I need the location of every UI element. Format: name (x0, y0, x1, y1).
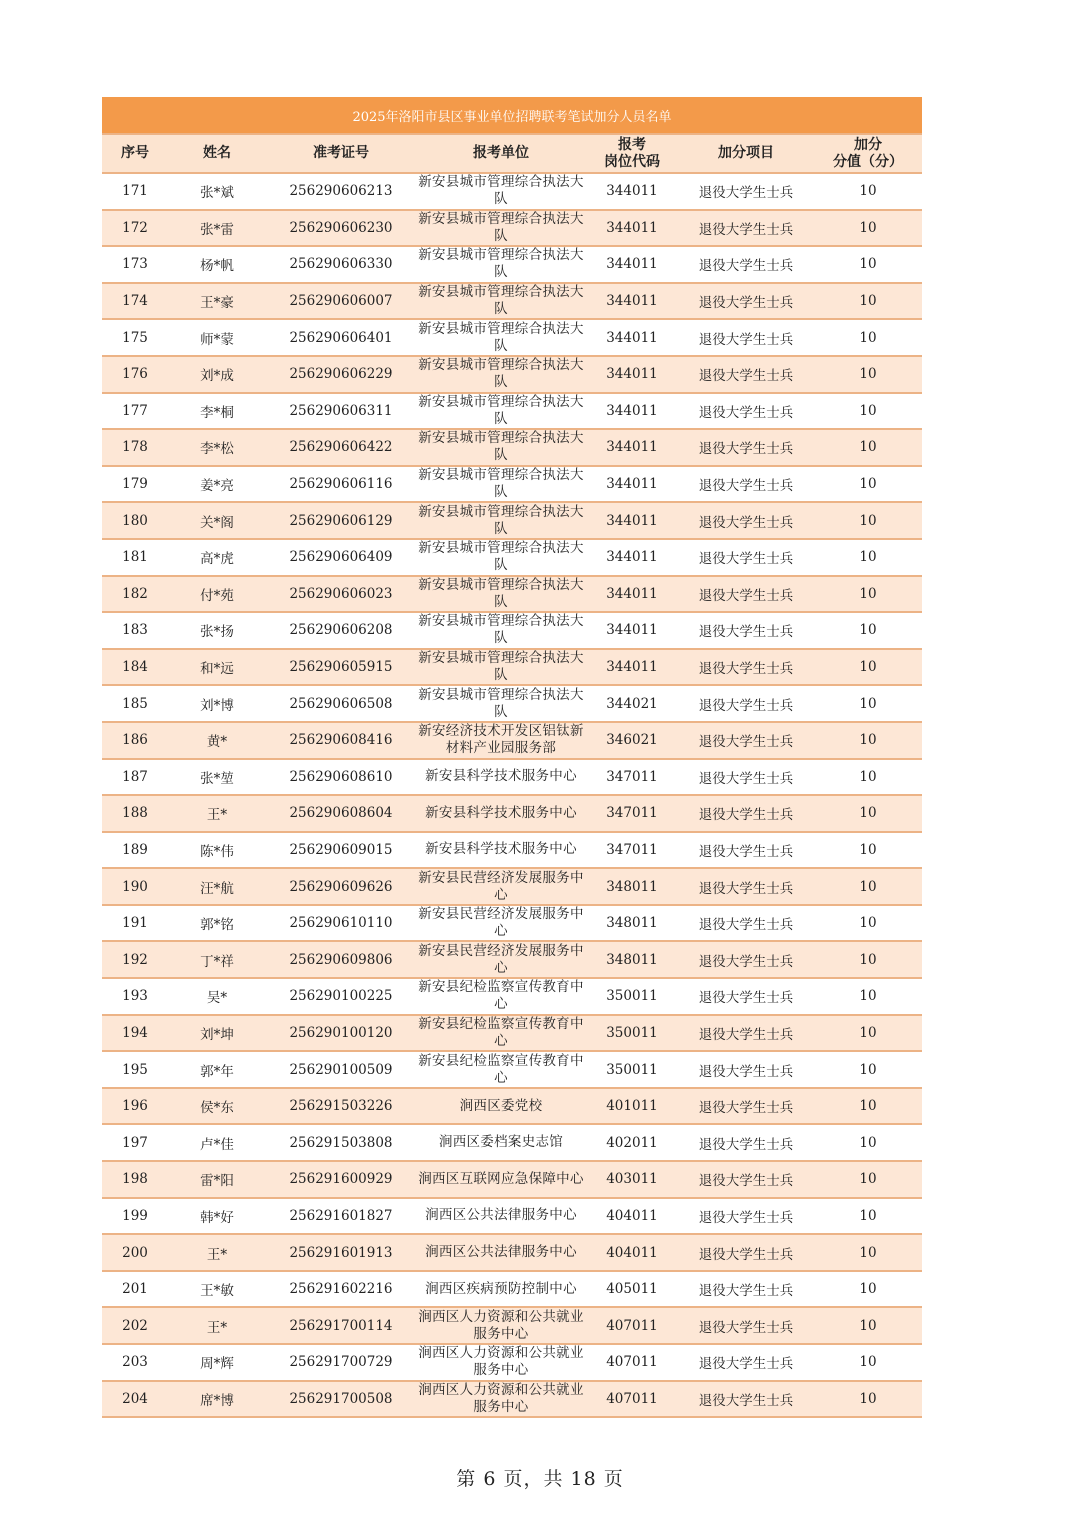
cell-name: 和*远 (168, 649, 266, 686)
cell-ticket-no: 256290608604 (266, 795, 416, 832)
cell-bonus-item: 退役大学生士兵 (678, 795, 814, 832)
cell-unit: 新安县城市管理综合执法大队 (416, 393, 586, 430)
cell-seq: 190 (102, 868, 168, 905)
cell-bonus-item: 退役大学生士兵 (678, 941, 814, 978)
cell-bonus-points: 10 (814, 649, 922, 686)
cell-bonus-item: 退役大学生士兵 (678, 1015, 814, 1052)
cell-name: 关*阁 (168, 502, 266, 539)
table-row (102, 319, 922, 356)
table-row (102, 429, 922, 466)
cell-seq: 182 (102, 576, 168, 613)
table-row (102, 722, 922, 759)
cell-post-code: 405011 (586, 1271, 678, 1308)
cell-seq: 202 (102, 1307, 168, 1344)
cell-seq: 188 (102, 795, 168, 832)
cell-unit: 新安县纪检监察宣传教育中心 (416, 978, 586, 1015)
cell-ticket-no: 256290606311 (266, 393, 416, 430)
cell-unit: 新安县民营经济发展服务中心 (416, 868, 586, 905)
cell-bonus-points: 10 (814, 722, 922, 759)
cell-bonus-points: 10 (814, 905, 922, 942)
cell-ticket-no: 256291602216 (266, 1271, 416, 1308)
cell-post-code: 347011 (586, 795, 678, 832)
cell-name: 卢*佳 (168, 1124, 266, 1161)
cell-unit: 新安县城市管理综合执法大队 (416, 649, 586, 686)
cell-unit: 新安县城市管理综合执法大队 (416, 210, 586, 247)
cell-seq: 201 (102, 1271, 168, 1308)
cell-bonus-points: 10 (814, 539, 922, 576)
cell-post-code: 350011 (586, 1051, 678, 1088)
cell-seq: 203 (102, 1344, 168, 1381)
cell-post-code: 347011 (586, 759, 678, 796)
cell-ticket-no: 256291601827 (266, 1198, 416, 1235)
cell-unit: 新安县城市管理综合执法大队 (416, 539, 586, 576)
cell-bonus-item: 退役大学生士兵 (678, 393, 814, 430)
cell-bonus-points: 10 (814, 393, 922, 430)
cell-ticket-no: 256290610110 (266, 905, 416, 942)
table-row (102, 612, 922, 649)
cell-seq: 176 (102, 356, 168, 393)
cell-bonus-points: 10 (814, 612, 922, 649)
cell-name: 师*蒙 (168, 319, 266, 356)
cell-bonus-item: 退役大学生士兵 (678, 1344, 814, 1381)
cell-bonus-item: 退役大学生士兵 (678, 429, 814, 466)
cell-bonus-points: 10 (814, 1161, 922, 1198)
cell-seq: 204 (102, 1381, 168, 1418)
table-row (102, 466, 922, 503)
table-title-row (102, 97, 922, 134)
cell-ticket-no: 256290606330 (266, 246, 416, 283)
page-number: 第 6 页，共 18 页 (456, 1468, 624, 1490)
cell-bonus-item: 退役大学生士兵 (678, 759, 814, 796)
cell-unit: 涧西区疾病预防控制中心 (416, 1271, 586, 1308)
cell-bonus-item: 退役大学生士兵 (678, 466, 814, 503)
cell-name: 张*斌 (168, 173, 266, 210)
cell-ticket-no: 256290100120 (266, 1015, 416, 1052)
table-row (102, 1088, 922, 1125)
cell-name: 黄* (168, 722, 266, 759)
cell-ticket-no: 256291700114 (266, 1307, 416, 1344)
cell-ticket-no: 256290606230 (266, 210, 416, 247)
cell-unit: 新安县科学技术服务中心 (416, 795, 586, 832)
cell-name: 汪*航 (168, 868, 266, 905)
cell-ticket-no: 256290606422 (266, 429, 416, 466)
cell-post-code: 404011 (586, 1198, 678, 1235)
applicant-table (102, 97, 922, 1418)
table-row (102, 759, 922, 796)
cell-name: 郭*铭 (168, 905, 266, 942)
cell-unit: 新安县城市管理综合执法大队 (416, 319, 586, 356)
cell-ticket-no: 256290609626 (266, 868, 416, 905)
cell-seq: 193 (102, 978, 168, 1015)
cell-seq: 191 (102, 905, 168, 942)
cell-seq: 198 (102, 1161, 168, 1198)
cell-bonus-item: 退役大学生士兵 (678, 539, 814, 576)
cell-bonus-points: 10 (814, 502, 922, 539)
cell-post-code: 344011 (586, 356, 678, 393)
cell-post-code: 344011 (586, 612, 678, 649)
cell-bonus-points: 10 (814, 978, 922, 1015)
cell-name: 韩*好 (168, 1198, 266, 1235)
table-row (102, 1344, 922, 1381)
cell-bonus-points: 10 (814, 941, 922, 978)
cell-unit: 涧西区互联网应急保障中心 (416, 1161, 586, 1198)
cell-bonus-points: 10 (814, 832, 922, 869)
table-row (102, 1307, 922, 1344)
cell-unit: 新安县城市管理综合执法大队 (416, 246, 586, 283)
cell-seq: 195 (102, 1051, 168, 1088)
cell-bonus-item: 退役大学生士兵 (678, 978, 814, 1015)
cell-unit: 新安县城市管理综合执法大队 (416, 685, 586, 722)
cell-bonus-item: 退役大学生士兵 (678, 685, 814, 722)
cell-name: 丁*祥 (168, 941, 266, 978)
cell-ticket-no: 256291503226 (266, 1088, 416, 1125)
header-unit: 报考单位 (416, 134, 586, 173)
cell-unit: 涧西区公共法律服务中心 (416, 1234, 586, 1271)
cell-name: 席*博 (168, 1381, 266, 1418)
table-row (102, 941, 922, 978)
cell-ticket-no: 256291600929 (266, 1161, 416, 1198)
cell-seq: 178 (102, 429, 168, 466)
cell-bonus-item: 退役大学生士兵 (678, 1124, 814, 1161)
cell-bonus-points: 10 (814, 246, 922, 283)
cell-unit: 涧西区委党校 (416, 1088, 586, 1125)
cell-name: 李*松 (168, 429, 266, 466)
cell-seq: 199 (102, 1198, 168, 1235)
cell-seq: 192 (102, 941, 168, 978)
cell-post-code: 344011 (586, 319, 678, 356)
cell-ticket-no: 256290606007 (266, 283, 416, 320)
cell-seq: 179 (102, 466, 168, 503)
cell-unit: 新安县城市管理综合执法大队 (416, 356, 586, 393)
cell-bonus-points: 10 (814, 1307, 922, 1344)
table-row (102, 210, 922, 247)
cell-ticket-no: 256290606213 (266, 173, 416, 210)
cell-bonus-item: 退役大学生士兵 (678, 722, 814, 759)
cell-ticket-no: 256291601913 (266, 1234, 416, 1271)
cell-seq: 197 (102, 1124, 168, 1161)
cell-post-code: 350011 (586, 1015, 678, 1052)
table-row (102, 246, 922, 283)
header-seq: 序号 (102, 134, 168, 173)
table-row (102, 868, 922, 905)
cell-post-code: 348011 (586, 941, 678, 978)
cell-unit: 新安县城市管理综合执法大队 (416, 576, 586, 613)
table-row (102, 173, 922, 210)
cell-bonus-points: 10 (814, 356, 922, 393)
cell-bonus-points: 10 (814, 1015, 922, 1052)
header-bonus-item: 加分项目 (678, 134, 814, 173)
cell-ticket-no: 256290100225 (266, 978, 416, 1015)
cell-bonus-item: 退役大学生士兵 (678, 612, 814, 649)
cell-post-code: 344011 (586, 283, 678, 320)
header-name: 姓名 (168, 134, 266, 173)
cell-name: 郭*年 (168, 1051, 266, 1088)
cell-unit: 新安县城市管理综合执法大队 (416, 612, 586, 649)
cell-bonus-item: 退役大学生士兵 (678, 246, 814, 283)
cell-name: 王* (168, 1234, 266, 1271)
cell-seq: 186 (102, 722, 168, 759)
cell-post-code: 404011 (586, 1234, 678, 1271)
cell-ticket-no: 256290606023 (266, 576, 416, 613)
cell-post-code: 407011 (586, 1307, 678, 1344)
cell-bonus-item: 退役大学生士兵 (678, 576, 814, 613)
cell-bonus-item: 退役大学生士兵 (678, 832, 814, 869)
cell-bonus-item: 退役大学生士兵 (678, 1161, 814, 1198)
cell-post-code: 407011 (586, 1344, 678, 1381)
cell-name: 王* (168, 1307, 266, 1344)
table-row (102, 832, 922, 869)
cell-name: 杨*帆 (168, 246, 266, 283)
table-row (102, 283, 922, 320)
table-row (102, 1234, 922, 1271)
table-row (102, 502, 922, 539)
table-row (102, 905, 922, 942)
cell-post-code: 344011 (586, 576, 678, 613)
cell-post-code: 344011 (586, 539, 678, 576)
cell-name: 吴* (168, 978, 266, 1015)
table-row (102, 1271, 922, 1308)
cell-post-code: 344011 (586, 173, 678, 210)
cell-bonus-points: 10 (814, 576, 922, 613)
cell-ticket-no: 256290606409 (266, 539, 416, 576)
cell-unit: 新安经济技术开发区铝钛新材料产业园服务部 (416, 722, 586, 759)
table-row (102, 978, 922, 1015)
cell-seq: 200 (102, 1234, 168, 1271)
cell-name: 高*虎 (168, 539, 266, 576)
cell-seq: 175 (102, 319, 168, 356)
cell-ticket-no: 256290606208 (266, 612, 416, 649)
header-ticket-no: 准考证号 (266, 134, 416, 173)
cell-unit: 新安县科学技术服务中心 (416, 832, 586, 869)
cell-ticket-no: 256290609015 (266, 832, 416, 869)
cell-seq: 177 (102, 393, 168, 430)
cell-ticket-no: 256290606116 (266, 466, 416, 503)
cell-ticket-no: 256290606401 (266, 319, 416, 356)
cell-bonus-points: 10 (814, 1124, 922, 1161)
table-row (102, 539, 922, 576)
cell-seq: 171 (102, 173, 168, 210)
cell-seq: 172 (102, 210, 168, 247)
cell-post-code: 344011 (586, 649, 678, 686)
cell-name: 刘*坤 (168, 1015, 266, 1052)
cell-ticket-no: 256290606129 (266, 502, 416, 539)
cell-post-code: 407011 (586, 1381, 678, 1418)
cell-name: 侯*东 (168, 1088, 266, 1125)
cell-seq: 180 (102, 502, 168, 539)
table-row (102, 1161, 922, 1198)
cell-bonus-points: 10 (814, 868, 922, 905)
cell-bonus-item: 退役大学生士兵 (678, 868, 814, 905)
cell-ticket-no: 256291700508 (266, 1381, 416, 1418)
table-row (102, 1198, 922, 1235)
cell-post-code: 350011 (586, 978, 678, 1015)
cell-bonus-points: 10 (814, 319, 922, 356)
cell-bonus-points: 10 (814, 1088, 922, 1125)
cell-seq: 185 (102, 685, 168, 722)
cell-seq: 174 (102, 283, 168, 320)
cell-bonus-points: 10 (814, 210, 922, 247)
cell-bonus-item: 退役大学生士兵 (678, 283, 814, 320)
table-row (102, 393, 922, 430)
table-row (102, 1124, 922, 1161)
cell-unit: 涧西区人力资源和公共就业服务中心 (416, 1344, 586, 1381)
table-row (102, 1015, 922, 1052)
cell-name: 张*堃 (168, 759, 266, 796)
cell-post-code: 348011 (586, 905, 678, 942)
cell-bonus-item: 退役大学生士兵 (678, 905, 814, 942)
cell-name: 王* (168, 795, 266, 832)
cell-bonus-item: 退役大学生士兵 (678, 1234, 814, 1271)
cell-ticket-no: 256290100509 (266, 1051, 416, 1088)
cell-post-code: 401011 (586, 1088, 678, 1125)
cell-name: 刘*博 (168, 685, 266, 722)
cell-seq: 173 (102, 246, 168, 283)
cell-bonus-points: 10 (814, 759, 922, 796)
cell-ticket-no: 256291503808 (266, 1124, 416, 1161)
cell-post-code: 347011 (586, 832, 678, 869)
cell-unit: 新安县民营经济发展服务中心 (416, 905, 586, 942)
cell-ticket-no: 256290606508 (266, 685, 416, 722)
cell-name: 付*苑 (168, 576, 266, 613)
cell-bonus-item: 退役大学生士兵 (678, 173, 814, 210)
cell-post-code: 344011 (586, 466, 678, 503)
cell-bonus-points: 10 (814, 283, 922, 320)
cell-ticket-no: 256290605915 (266, 649, 416, 686)
cell-seq: 194 (102, 1015, 168, 1052)
table-row (102, 576, 922, 613)
cell-bonus-points: 10 (814, 1381, 922, 1418)
cell-unit: 新安县纪检监察宣传教育中心 (416, 1015, 586, 1052)
cell-unit: 新安县城市管理综合执法大队 (416, 466, 586, 503)
cell-bonus-item: 退役大学生士兵 (678, 1307, 814, 1344)
cell-bonus-item: 退役大学生士兵 (678, 649, 814, 686)
cell-post-code: 344011 (586, 210, 678, 247)
cell-name: 王*豪 (168, 283, 266, 320)
cell-unit: 涧西区人力资源和公共就业服务中心 (416, 1381, 586, 1418)
table-row (102, 795, 922, 832)
cell-name: 张*雷 (168, 210, 266, 247)
cell-bonus-points: 10 (814, 429, 922, 466)
cell-unit: 涧西区公共法律服务中心 (416, 1198, 586, 1235)
cell-bonus-points: 10 (814, 466, 922, 503)
cell-ticket-no: 256291700729 (266, 1344, 416, 1381)
table-row (102, 685, 922, 722)
cell-post-code: 344011 (586, 246, 678, 283)
cell-bonus-item: 退役大学生士兵 (678, 1051, 814, 1088)
cell-name: 王*敏 (168, 1271, 266, 1308)
cell-seq: 196 (102, 1088, 168, 1125)
cell-ticket-no: 256290609806 (266, 941, 416, 978)
cell-unit: 新安县城市管理综合执法大队 (416, 173, 586, 210)
header-post-code: 报考 岗位代码 (586, 134, 678, 173)
cell-post-code: 348011 (586, 868, 678, 905)
cell-name: 张*扬 (168, 612, 266, 649)
cell-seq: 181 (102, 539, 168, 576)
cell-bonus-item: 退役大学生士兵 (678, 1271, 814, 1308)
table-title: 2025年洛阳市县区事业单位招聘联考笔试加分人员名单 (102, 97, 922, 134)
cell-unit: 新安县民营经济发展服务中心 (416, 941, 586, 978)
cell-bonus-points: 10 (814, 1344, 922, 1381)
cell-post-code: 344021 (586, 685, 678, 722)
table-row (102, 356, 922, 393)
cell-seq: 189 (102, 832, 168, 869)
cell-name: 周*辉 (168, 1344, 266, 1381)
cell-unit: 新安县科学技术服务中心 (416, 759, 586, 796)
cell-name: 刘*成 (168, 356, 266, 393)
cell-bonus-points: 10 (814, 795, 922, 832)
cell-unit: 新安县城市管理综合执法大队 (416, 429, 586, 466)
table-header-row (102, 134, 922, 173)
cell-post-code: 346021 (586, 722, 678, 759)
cell-bonus-item: 退役大学生士兵 (678, 1088, 814, 1125)
cell-bonus-points: 10 (814, 173, 922, 210)
cell-bonus-points: 10 (814, 1198, 922, 1235)
cell-seq: 183 (102, 612, 168, 649)
cell-name: 姜*亮 (168, 466, 266, 503)
cell-bonus-item: 退役大学生士兵 (678, 319, 814, 356)
cell-bonus-item: 退役大学生士兵 (678, 356, 814, 393)
cell-post-code: 402011 (586, 1124, 678, 1161)
cell-name: 陈*伟 (168, 832, 266, 869)
table-row (102, 1051, 922, 1088)
cell-post-code: 344011 (586, 429, 678, 466)
cell-post-code: 344011 (586, 502, 678, 539)
cell-bonus-points: 10 (814, 1051, 922, 1088)
cell-unit: 新安县纪检监察宣传教育中心 (416, 1051, 586, 1088)
cell-ticket-no: 256290608416 (266, 722, 416, 759)
cell-bonus-points: 10 (814, 1271, 922, 1308)
cell-name: 李*桐 (168, 393, 266, 430)
cell-bonus-points: 10 (814, 685, 922, 722)
cell-unit: 涧西区人力资源和公共就业服务中心 (416, 1307, 586, 1344)
table-row (102, 649, 922, 686)
cell-bonus-item: 退役大学生士兵 (678, 502, 814, 539)
cell-post-code: 344011 (586, 393, 678, 430)
cell-bonus-item: 退役大学生士兵 (678, 1198, 814, 1235)
cell-ticket-no: 256290608610 (266, 759, 416, 796)
cell-unit: 涧西区委档案史志馆 (416, 1124, 586, 1161)
cell-seq: 187 (102, 759, 168, 796)
cell-bonus-points: 10 (814, 1234, 922, 1271)
cell-bonus-item: 退役大学生士兵 (678, 1381, 814, 1418)
cell-bonus-item: 退役大学生士兵 (678, 210, 814, 247)
cell-unit: 新安县城市管理综合执法大队 (416, 283, 586, 320)
cell-post-code: 403011 (586, 1161, 678, 1198)
cell-unit: 新安县城市管理综合执法大队 (416, 502, 586, 539)
table-row (102, 1381, 922, 1418)
cell-seq: 184 (102, 649, 168, 686)
cell-ticket-no: 256290606229 (266, 356, 416, 393)
header-bonus-points: 加分 分值（分） (814, 134, 922, 173)
cell-name: 雷*阳 (168, 1161, 266, 1198)
